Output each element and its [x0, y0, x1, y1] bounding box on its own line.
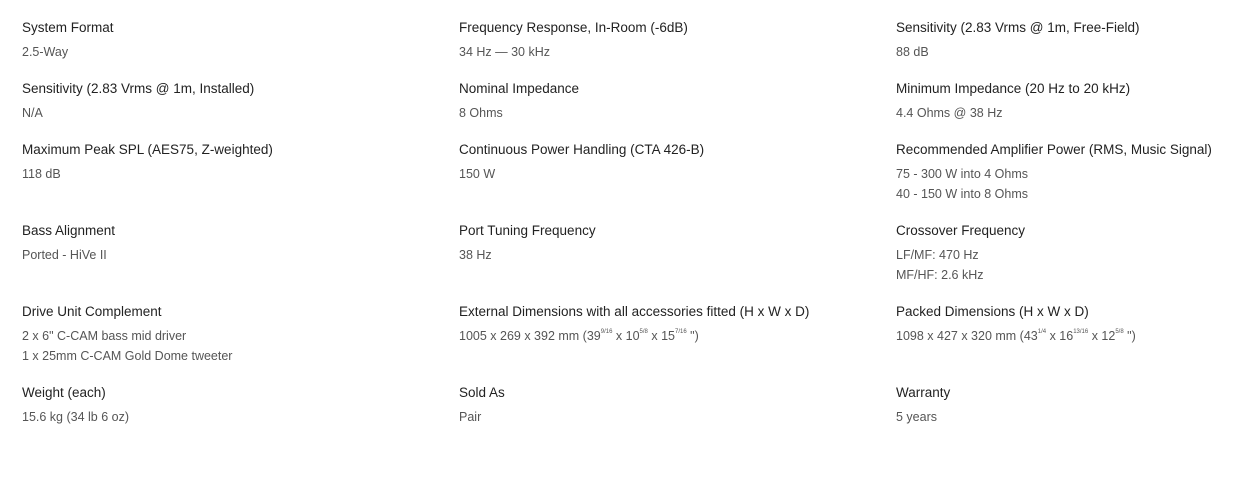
- spec-value: 15.6 kg (34 lb 6 oz): [22, 410, 130, 424]
- dimension-part: x 12: [1088, 329, 1116, 343]
- spec-value: 2 x 6" C-CAM bass mid driver: [22, 329, 187, 343]
- spec-item-recommended-amplifier-power-rms-music-si: [896, 140, 1242, 221]
- dimension-fraction: 13/16: [1073, 329, 1089, 335]
- spec-item-minimum-impedance-20-hz-to-20-khz: [896, 79, 1242, 140]
- spec-values: [896, 407, 1242, 427]
- spec-label: Sensitivity (2.83 Vrms @ 1m, Free-Field): [896, 20, 1140, 35]
- spec-item-sold-as: [459, 383, 896, 444]
- spec-label: Port Tuning Frequency: [459, 223, 596, 238]
- spec-value: 34 Hz — 30 kHz: [459, 45, 551, 59]
- spec-value: Pair: [459, 410, 482, 424]
- spec-value: MF/HF: 2.6 kHz: [896, 268, 984, 282]
- spec-label: External Dimensions with all accessories fitted (H x W x D): [459, 304, 810, 319]
- spec-label: Sensitivity (2.83 Vrms @ 1m, Installed): [22, 81, 255, 96]
- specs-grid: [22, 18, 1242, 444]
- spec-item-sensitivity-2-83-vrms-1m-free-field: [896, 18, 1242, 79]
- dimension-part: x 10: [612, 329, 640, 343]
- spec-value-dimensions: [896, 326, 1242, 346]
- spec-value: N/A: [22, 106, 43, 120]
- spec-value: 8 Ohms: [459, 106, 503, 120]
- spec-values: [896, 42, 1242, 62]
- spec-label: Crossover Frequency: [896, 223, 1026, 238]
- spec-item-packed-dimensions-h-x-w-x-d: [896, 302, 1242, 383]
- spec-label: Drive Unit Complement: [22, 304, 162, 319]
- spec-item-continuous-power-handling-cta-426-b: [459, 140, 896, 221]
- spec-values: [22, 103, 459, 123]
- spec-value: 5 years: [896, 410, 937, 424]
- spec-item-port-tuning-frequency: [459, 221, 896, 302]
- spec-label: Weight (each): [22, 385, 106, 400]
- spec-value: 40 - 150 W into 8 Ohms: [896, 187, 1029, 201]
- spec-label: Packed Dimensions (H x W x D): [896, 304, 1089, 319]
- spec-item-warranty: [896, 383, 1242, 444]
- spec-value: 150 W: [459, 167, 496, 181]
- spec-values: [22, 245, 459, 265]
- spec-values: [22, 326, 459, 366]
- spec-values: [896, 245, 1242, 285]
- dimension-fraction: 1/4: [1037, 329, 1047, 335]
- spec-values: [459, 326, 896, 346]
- spec-value: 88 dB: [896, 45, 929, 59]
- spec-item-bass-alignment: [22, 221, 459, 302]
- spec-values: [459, 103, 896, 123]
- spec-values: [22, 164, 459, 184]
- spec-values: [22, 42, 459, 62]
- dimension-prefix: 1098 x 427 x 320 mm (43: [896, 329, 1038, 343]
- spec-values: [459, 245, 896, 265]
- spec-label: Continuous Power Handling (CTA 426-B): [459, 142, 705, 157]
- spec-label: Sold As: [459, 385, 505, 400]
- spec-value: 75 - 300 W into 4 Ohms: [896, 167, 1029, 181]
- spec-item-external-dimensions-with-all-accessories: [459, 302, 896, 383]
- spec-value: Ported - HiVe II: [22, 248, 107, 262]
- spec-value: 118 dB: [22, 167, 61, 181]
- spec-label: Warranty: [896, 385, 951, 400]
- spec-item-sensitivity-2-83-vrms-1m-installed: [22, 79, 459, 140]
- spec-values: [459, 42, 896, 62]
- spec-value-dimensions: [459, 326, 896, 346]
- dimension-part: x 16: [1046, 329, 1074, 343]
- spec-label: Frequency Response, In-Room (-6dB): [459, 20, 688, 35]
- dimension-part: "): [1123, 329, 1136, 343]
- dimension-part: "): [686, 329, 699, 343]
- dimension-prefix: 1005 x 269 x 392 mm (39: [459, 329, 601, 343]
- spec-value: 38 Hz: [459, 248, 492, 262]
- dimension-fraction: 5/8: [1115, 329, 1124, 335]
- spec-value: 4.4 Ohms @ 38 Hz: [896, 106, 1003, 120]
- spec-label: Minimum Impedance (20 Hz to 20 kHz): [896, 81, 1131, 96]
- spec-label: Recommended Amplifier Power (RMS, Music Signal): [896, 142, 1212, 157]
- spec-label: System Format: [22, 20, 114, 35]
- spec-item-system-format: [22, 18, 459, 79]
- spec-item-crossover-frequency: [896, 221, 1242, 302]
- spec-label: Nominal Impedance: [459, 81, 580, 96]
- spec-values: [22, 407, 459, 427]
- dimension-fraction: 7/16: [675, 329, 687, 335]
- spec-values: [896, 164, 1242, 204]
- dimension-part: x 15: [647, 329, 675, 343]
- spec-values: [896, 103, 1242, 123]
- spec-value: LF/MF: 470 Hz: [896, 248, 979, 262]
- spec-item-frequency-response-in-room-6db: [459, 18, 896, 79]
- spec-item-weight-each: [22, 383, 459, 444]
- spec-value: 1 x 25mm C-CAM Gold Dome tweeter: [22, 349, 233, 363]
- spec-values: [459, 164, 896, 184]
- spec-values: [459, 407, 896, 427]
- spec-item-maximum-peak-spl-aes75-z-weighted: [22, 140, 459, 221]
- dimension-fraction: 5/8: [639, 329, 648, 335]
- spec-item-drive-unit-complement: [22, 302, 459, 383]
- spec-value: 2.5-Way: [22, 45, 69, 59]
- spec-values: [896, 326, 1242, 346]
- spec-label: Maximum Peak SPL (AES75, Z-weighted): [22, 142, 273, 157]
- spec-label: Bass Alignment: [22, 223, 116, 238]
- dimension-fraction: 9/16: [600, 329, 613, 335]
- spec-item-nominal-impedance: [459, 79, 896, 140]
